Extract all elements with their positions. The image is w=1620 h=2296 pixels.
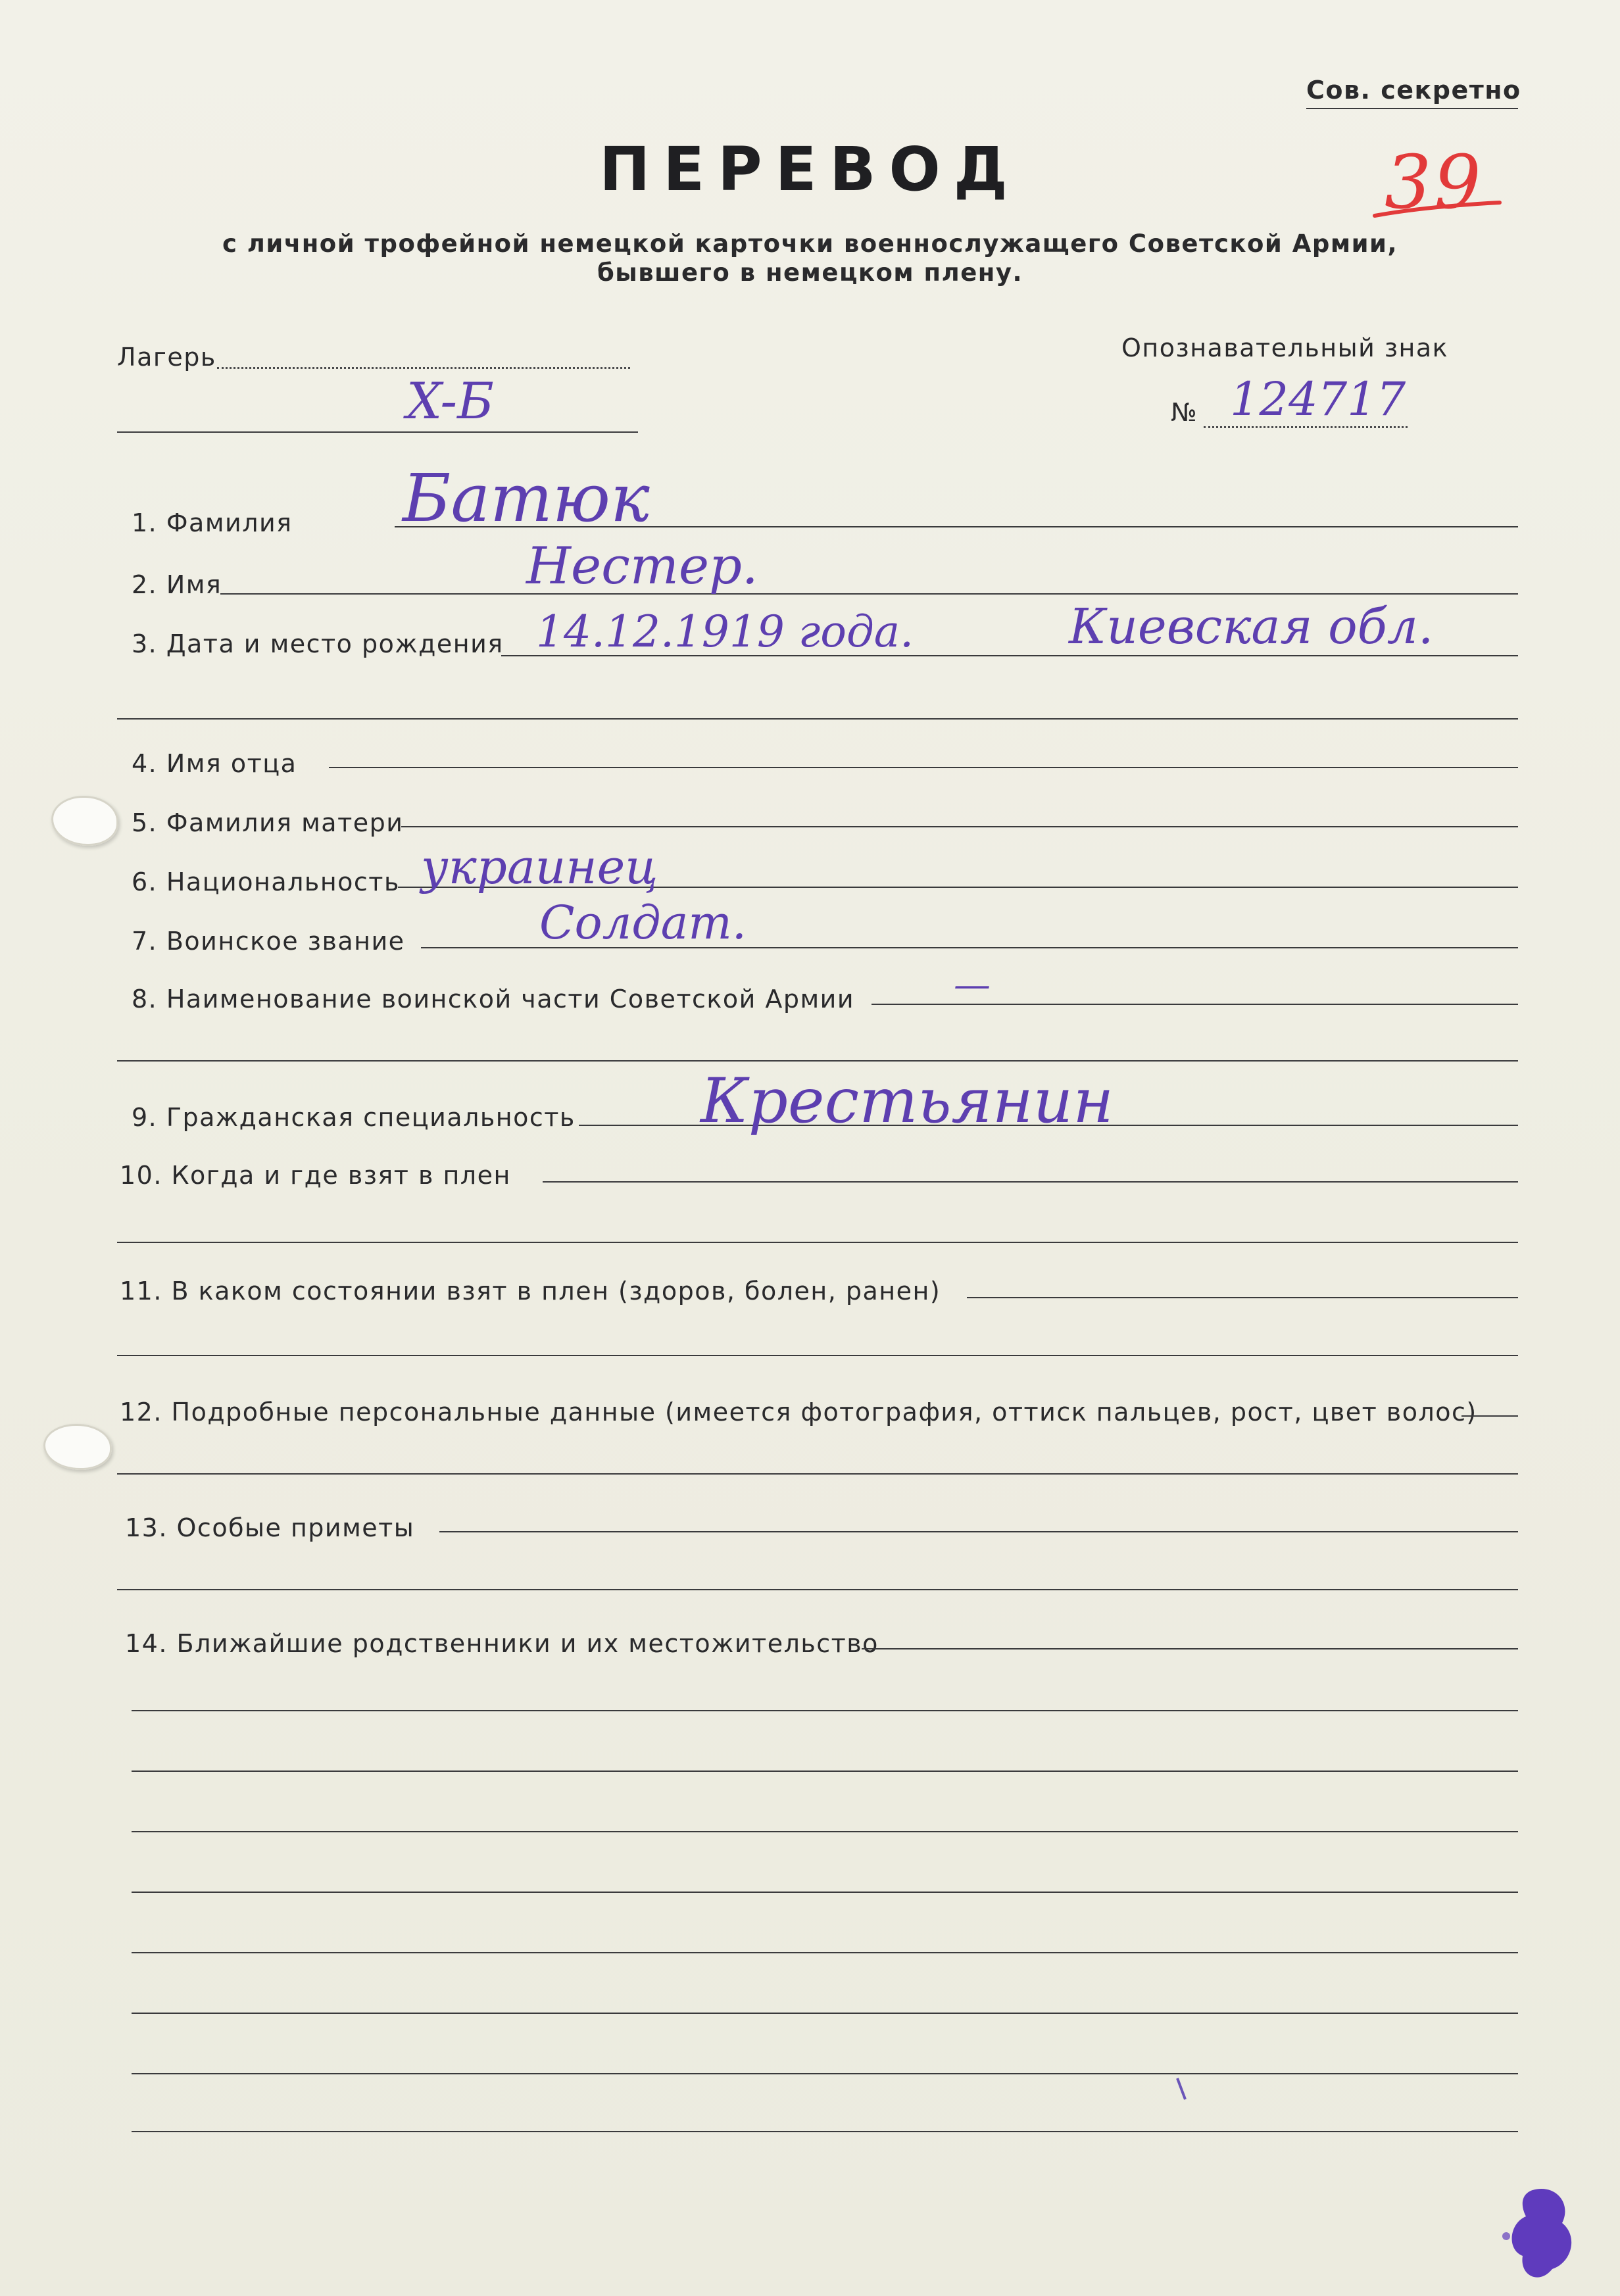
field-11-label: 11. В каком состоянии взят в плен (здоров, болен, ранен) bbox=[120, 1277, 941, 1306]
field-3-place-value: Киевская обл. bbox=[1069, 598, 1434, 655]
ink-mark bbox=[1171, 2072, 1197, 2105]
camp-dotted-line bbox=[217, 367, 630, 369]
subtitle-line-2: бывшего в немецком плену. bbox=[597, 258, 1023, 287]
field-3-date-value: 14.12.1919 года. bbox=[536, 606, 914, 657]
field-6-value: украинец bbox=[421, 839, 658, 894]
punch-hole-bottom bbox=[43, 1424, 112, 1470]
field-12-line bbox=[1461, 1415, 1518, 1417]
field-1-label: 1. Фамилия bbox=[132, 508, 293, 537]
field-2-label: 2. Имя bbox=[132, 570, 222, 599]
id-number-prefix: № bbox=[1171, 398, 1198, 427]
id-number-dotted-line bbox=[1204, 426, 1408, 428]
blank-line bbox=[132, 1771, 1518, 1772]
id-number-value: 124717 bbox=[1230, 372, 1406, 426]
field-3-label: 3. Дата и место рождения bbox=[132, 629, 504, 658]
field-5-label: 5. Фамилия матери bbox=[132, 808, 404, 837]
blank-line bbox=[132, 1710, 1518, 1711]
red-pencil-underline bbox=[1371, 197, 1503, 224]
blank-line bbox=[132, 2013, 1518, 2014]
field-10-line bbox=[543, 1181, 1518, 1183]
field-9-value: Крестьянин bbox=[700, 1065, 1114, 1137]
camp-value: X-Б bbox=[406, 372, 494, 430]
field-8-value: — bbox=[954, 964, 991, 1006]
field-7-label: 7. Воинское звание bbox=[132, 927, 405, 956]
archive-page-number: 39 bbox=[1385, 140, 1484, 226]
ink-blot bbox=[1493, 2177, 1585, 2289]
field-14-label: 14. Ближайшие родственники и их местожительство bbox=[125, 1629, 879, 1658]
field-3-continuation-line bbox=[117, 718, 1518, 720]
classification-mark: Сов. секретно bbox=[1306, 76, 1521, 105]
field-12-label: 12. Подробные персональные данные (имеется фотография, оттиск пальцев, рост, цвет волос) bbox=[120, 1398, 1477, 1427]
field-7-value: Солдат. bbox=[539, 896, 747, 950]
page-title: ПЕРЕВОД bbox=[599, 134, 1021, 205]
blank-line bbox=[132, 1952, 1518, 1953]
field-4-label: 4. Имя отца bbox=[132, 749, 297, 778]
field-9-label: 9. Гражданская специальность bbox=[132, 1103, 576, 1132]
field-14-line bbox=[862, 1648, 1518, 1649]
field-10-continuation-line bbox=[117, 1242, 1518, 1243]
subtitle-line-1: с личной трофейной немецкой карточки военнослужащего Советской Армии, bbox=[222, 230, 1398, 258]
blank-line bbox=[132, 1892, 1518, 1893]
field-10-label: 10. Когда и где взят в плен bbox=[120, 1161, 511, 1190]
field-13-line bbox=[439, 1531, 1518, 1532]
field-12-continuation-line bbox=[117, 1473, 1518, 1475]
blank-line bbox=[132, 2073, 1518, 2074]
field-8-continuation-line bbox=[117, 1060, 1518, 1062]
field-4-line bbox=[329, 767, 1518, 768]
blank-line bbox=[132, 2131, 1518, 2132]
blank-line bbox=[132, 1831, 1518, 1832]
field-8-label: 8. Наименование воинской части Советской Армии bbox=[132, 985, 855, 1014]
field-13-label: 13. Особые приметы bbox=[125, 1513, 415, 1542]
field-2-value: Нестер. bbox=[526, 537, 758, 596]
field-2-line bbox=[220, 593, 1518, 595]
classification-underline bbox=[1306, 108, 1518, 109]
id-sign-label: Опознавательный знак bbox=[1121, 333, 1449, 362]
field-11-line bbox=[967, 1297, 1518, 1298]
camp-label: Лагерь bbox=[117, 343, 216, 372]
field-6-label: 6. Национальность bbox=[132, 867, 400, 896]
punch-hole-top bbox=[51, 796, 118, 846]
field-13-continuation-line bbox=[117, 1589, 1518, 1590]
field-11-continuation-line bbox=[117, 1355, 1518, 1356]
field-1-value: Батюк bbox=[403, 460, 650, 537]
camp-underline bbox=[117, 431, 638, 433]
field-5-line bbox=[401, 826, 1518, 827]
